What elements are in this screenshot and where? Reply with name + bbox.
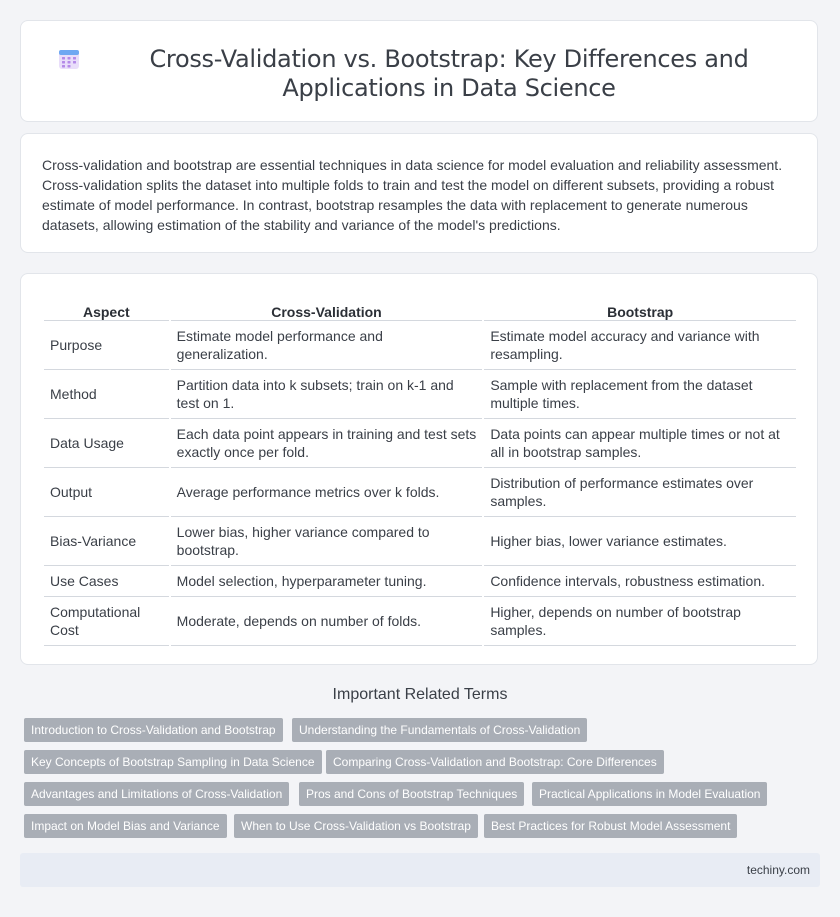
table-cell: Output (44, 468, 169, 517)
related-term-tag[interactable]: Comparing Cross-Validation and Bootstrap: Core Differences (326, 750, 664, 774)
title-card (20, 20, 818, 122)
table-header-row (44, 296, 796, 321)
comparison-card (20, 273, 818, 665)
table-cell: Moderate, depends on number of folds. (171, 597, 483, 646)
table-cell: Each data point appears in training and test sets exactly once per fold. (171, 419, 483, 468)
related-term-tag[interactable]: When to Use Cross-Validation vs Bootstrap (234, 814, 478, 838)
table-cell: Higher, depends on number of bootstrap samples. (484, 597, 796, 646)
page-title: Cross-Validation vs. Bootstrap: Key Differences and Applications in Data Science (149, 45, 749, 102)
table-row (44, 321, 796, 370)
table-cell: Method (44, 370, 169, 419)
table-cell: Data points can appear multiple times or not at all in bootstrap samples. (484, 419, 796, 468)
table-row (44, 517, 796, 566)
table-cell: Estimate model performance and generalization. (171, 321, 483, 370)
footer (20, 853, 820, 887)
intro-card (20, 133, 818, 253)
related-term-tag[interactable]: Introduction to Cross-Validation and Bootstrap (24, 718, 283, 742)
table-cell: Computational Cost (44, 597, 169, 646)
header-aspect: Aspect (44, 296, 169, 321)
table-row (44, 597, 796, 646)
table-cell: Bias-Variance (44, 517, 169, 566)
table-cell: Purpose (44, 321, 169, 370)
table-row (44, 370, 796, 419)
table-row (44, 566, 796, 597)
table-row (44, 419, 796, 468)
intro-paragraph: Cross-validation and bootstrap are essential techniques in data science for model evaluation and reliability assessment. Cross-validation splits the dataset into multiple folds to train and test the model on different subsets, providing a robust estimate of model performance. In contrast, bootstrap resamples the data with replacement to generate numerous datasets, allowing estimation of the stability and variance of the model's predictions. (42, 157, 783, 233)
comparison-table (42, 296, 798, 646)
related-terms-list (24, 718, 824, 846)
header-cross-validation: Cross-Validation (171, 296, 483, 321)
footer-site-name[interactable]: techiny.com (746, 863, 810, 877)
table-cell: Sample with replacement from the dataset multiple times. (484, 370, 796, 419)
related-term-tag[interactable]: Pros and Cons of Bootstrap Techniques (299, 782, 524, 806)
table-cell: Higher bias, lower variance estimates. (484, 517, 796, 566)
table-cell: Model selection, hyperparameter tuning. (171, 566, 483, 597)
table-cell: Data Usage (44, 419, 169, 468)
related-term-tag[interactable]: Practical Applications in Model Evaluation (532, 782, 767, 806)
table-cell: Lower bias, higher variance compared to bootstrap. (171, 517, 483, 566)
table-cell: Distribution of performance estimates over samples. (484, 468, 796, 517)
related-term-tag[interactable]: Best Practices for Robust Model Assessment (484, 814, 737, 838)
table-cell: Use Cases (44, 566, 169, 597)
related-term-tag[interactable]: Impact on Model Bias and Variance (24, 814, 227, 838)
table-cell: Estimate model accuracy and variance with resampling. (484, 321, 796, 370)
table-row (44, 468, 796, 517)
table-cell: Confidence intervals, robustness estimation. (484, 566, 796, 597)
related-term-tag[interactable]: Advantages and Limitations of Cross-Validation (24, 782, 289, 806)
table-cell: Partition data into k subsets; train on k-1 and test on 1. (171, 370, 483, 419)
related-term-tag[interactable]: Key Concepts of Bootstrap Sampling in Data Science (24, 750, 322, 774)
table-cell: Average performance metrics over k folds. (171, 468, 483, 517)
header-bootstrap: Bootstrap (484, 296, 796, 321)
related-terms-title: Important Related Terms (332, 686, 508, 703)
calendar-grid-icon (58, 48, 80, 70)
related-term-tag[interactable]: Understanding the Fundamentals of Cross-Validation (292, 718, 587, 742)
